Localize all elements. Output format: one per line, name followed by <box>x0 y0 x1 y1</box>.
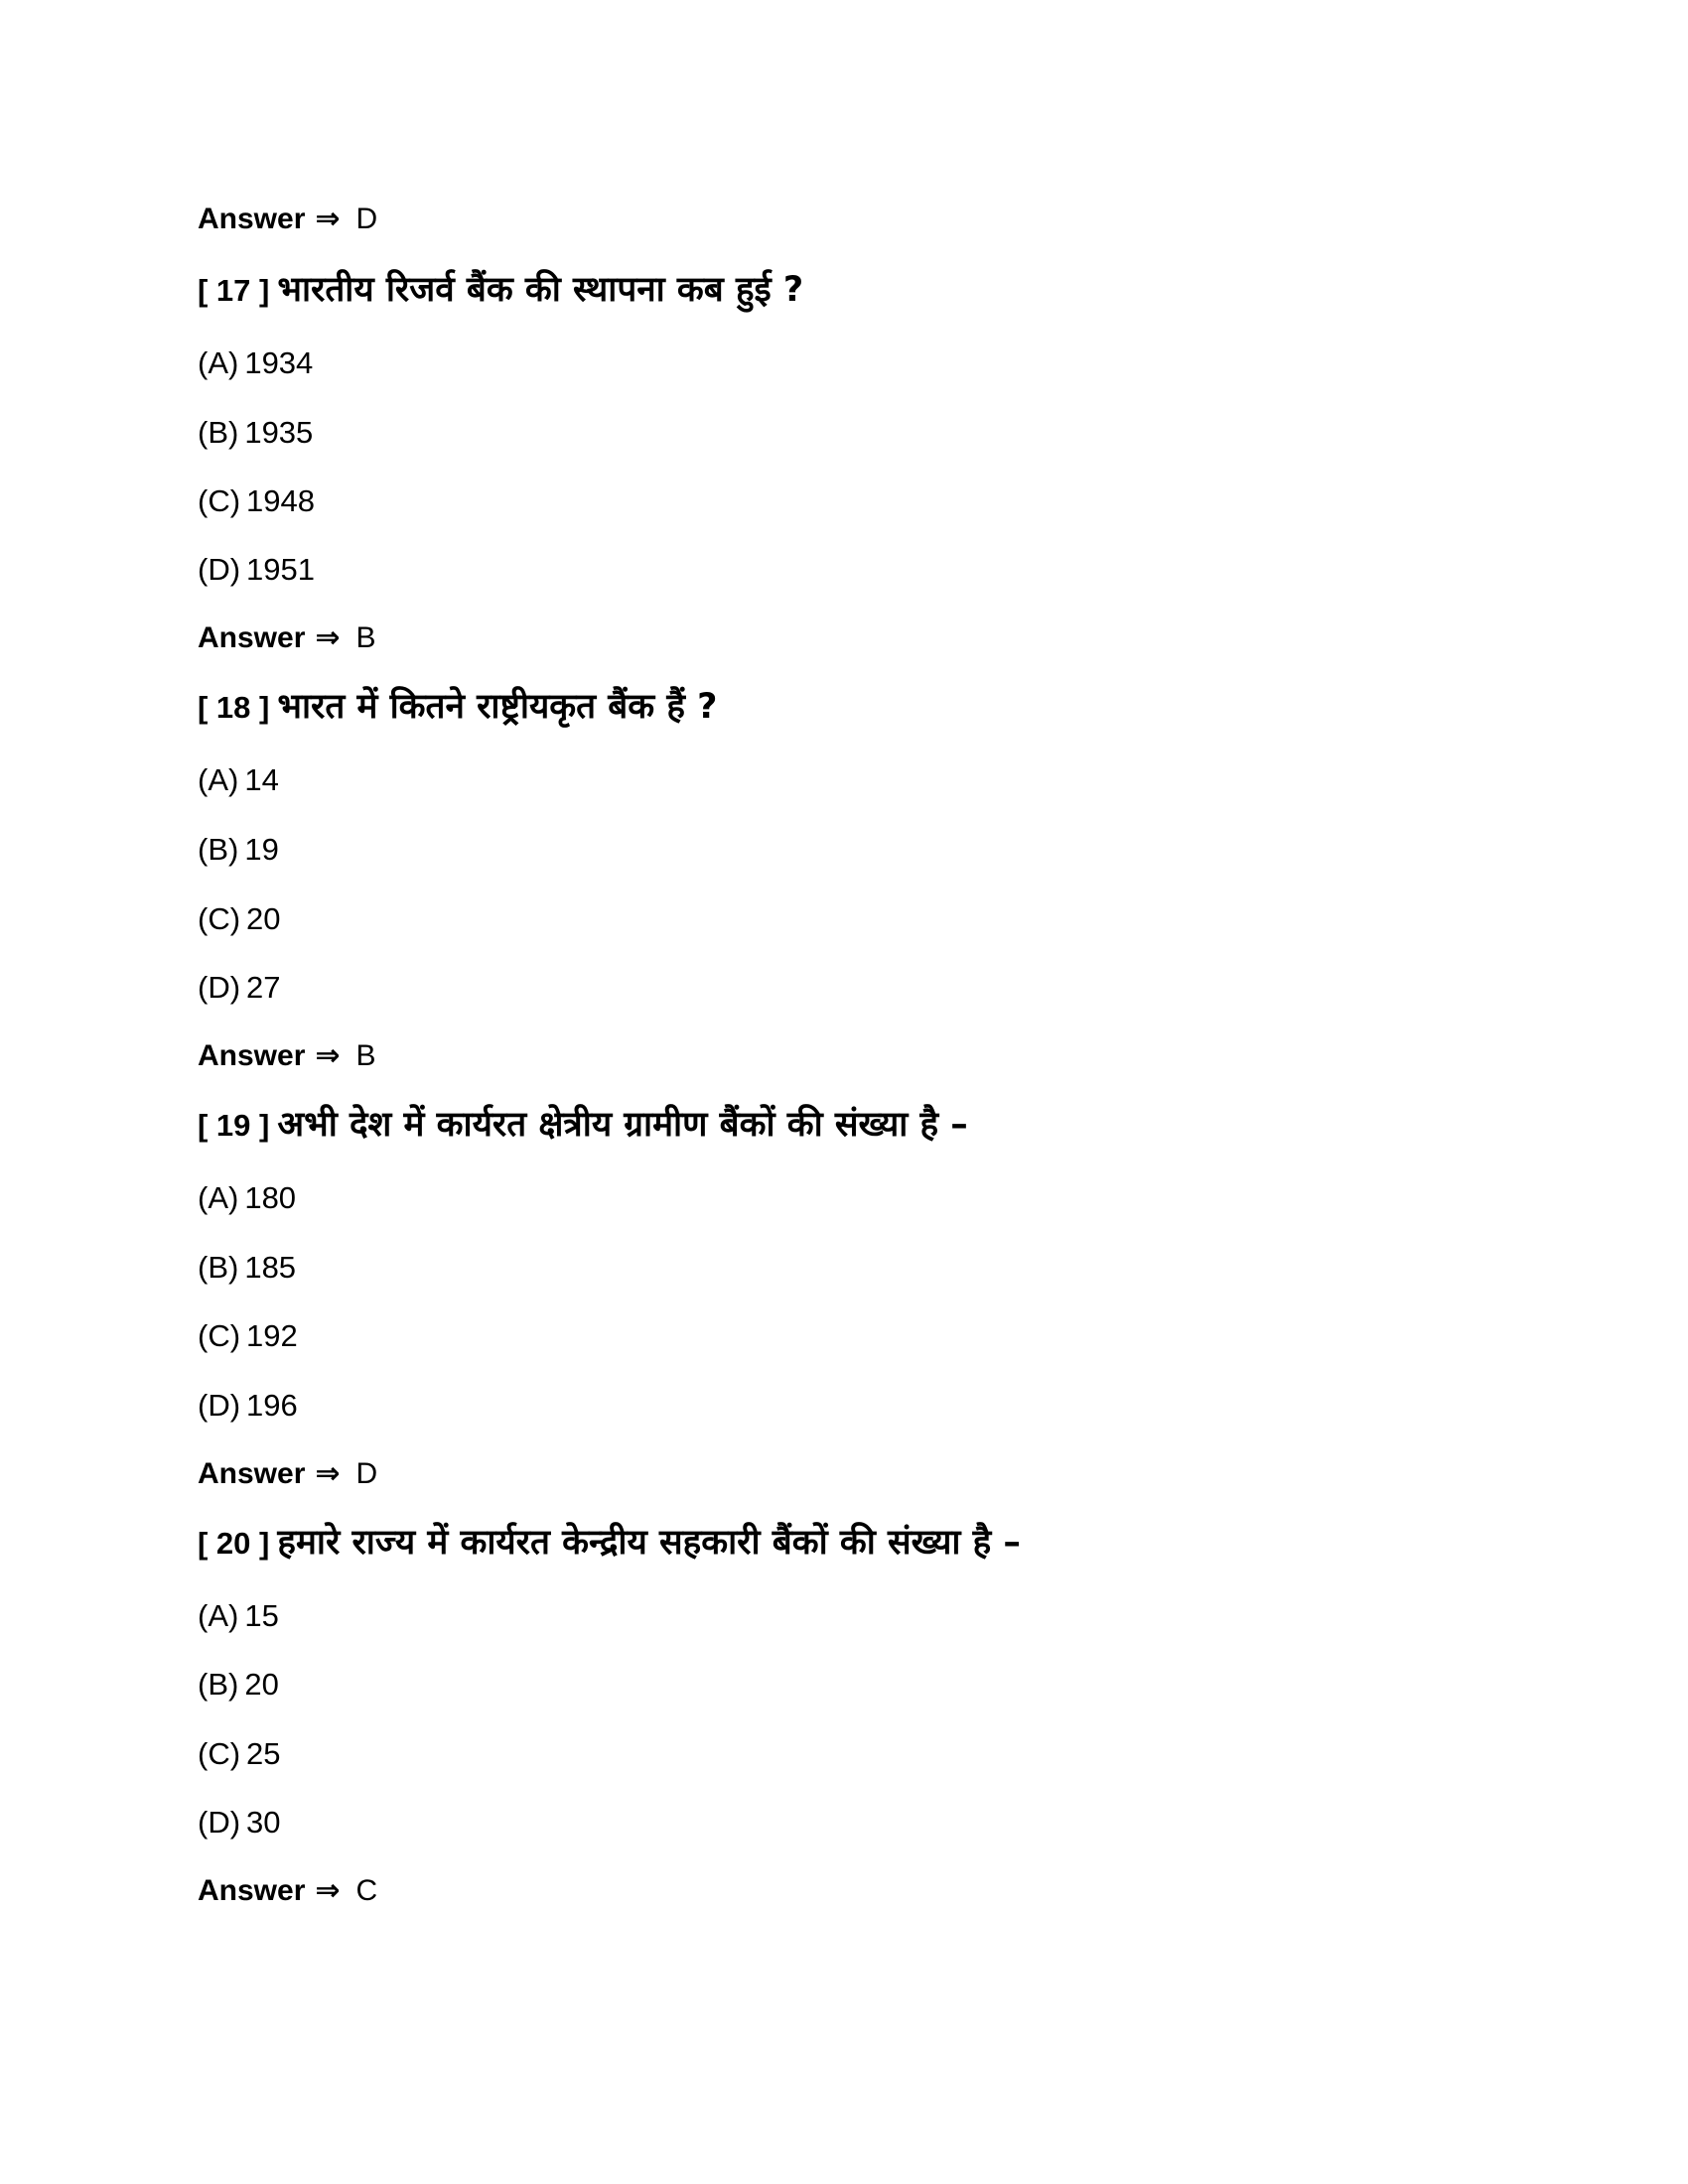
answer-value: C <box>355 1874 378 1907</box>
option-text: 196 <box>246 1388 298 1423</box>
question-text: भारतीय रिजर्व बैंक की स्थापना कब हुई ? <box>277 270 804 310</box>
option-text: 1948 <box>246 483 316 518</box>
option-item <box>198 1390 298 1421</box>
option-item <box>198 485 315 516</box>
answer-arrow-icon: ⇒ <box>315 1456 341 1491</box>
option-item <box>198 1807 281 1838</box>
option-item <box>198 972 281 1003</box>
option-item <box>198 834 279 865</box>
option-text: 14 <box>244 762 279 797</box>
question-number: [ 19 ] <box>198 1108 270 1143</box>
option-text: 20 <box>246 901 281 936</box>
option-text: 1934 <box>244 345 314 380</box>
page-content <box>198 0 1588 2184</box>
question-number: [ 20 ] <box>198 1526 270 1561</box>
question-text: भारत में कितने राष्ट्रीयकृत बैंक हैं ? <box>277 687 718 727</box>
option-letter: (D) <box>198 552 241 587</box>
answer-label: Answer <box>198 1039 306 1072</box>
option-item <box>198 417 313 448</box>
answer-value: D <box>355 1457 378 1490</box>
answer-value: B <box>355 621 376 654</box>
question-heading <box>198 1523 1021 1563</box>
question-number: [ 17 ] <box>198 273 270 308</box>
answer-line <box>198 1038 376 1073</box>
option-letter: (B) <box>198 1250 239 1285</box>
answer-line <box>198 1456 378 1491</box>
option-text: 1935 <box>244 415 314 450</box>
option-text: 192 <box>246 1318 298 1353</box>
option-item <box>198 554 315 585</box>
option-letter: (C) <box>198 483 241 518</box>
answer-label: Answer <box>198 203 306 235</box>
option-letter: (D) <box>198 970 241 1005</box>
answer-arrow-icon: ⇒ <box>315 1873 341 1908</box>
option-text: 180 <box>244 1180 297 1215</box>
answer-arrow-icon: ⇒ <box>315 202 341 236</box>
option-letter: (B) <box>198 415 239 450</box>
option-item <box>198 1600 279 1631</box>
option-letter: (A) <box>198 1180 239 1215</box>
option-item <box>198 1738 281 1769</box>
option-letter: (C) <box>198 1318 241 1353</box>
question-heading <box>198 1105 968 1145</box>
question-heading <box>198 687 718 727</box>
option-item <box>198 1252 296 1283</box>
option-item <box>198 1669 279 1700</box>
answer-value: B <box>355 1039 376 1072</box>
option-letter: (A) <box>198 345 239 380</box>
answer-label: Answer <box>198 1457 306 1490</box>
option-text: 25 <box>246 1736 281 1771</box>
answer-arrow-icon: ⇒ <box>315 620 341 655</box>
option-item <box>198 1320 298 1351</box>
option-text: 185 <box>244 1250 297 1285</box>
question-number: [ 18 ] <box>198 690 270 725</box>
option-text: 20 <box>244 1667 279 1702</box>
option-letter: (C) <box>198 901 241 936</box>
option-letter: (A) <box>198 1598 239 1633</box>
question-text: अभी देश में कार्यरत क्षेत्रीय ग्रामीण बैंकों की संख्या है – <box>277 1105 968 1145</box>
option-text: 15 <box>244 1598 279 1633</box>
option-letter: (B) <box>198 832 239 867</box>
option-item <box>198 764 279 795</box>
answer-label: Answer <box>198 1874 306 1907</box>
option-text: 27 <box>246 970 281 1005</box>
option-letter: (D) <box>198 1805 241 1840</box>
option-item <box>198 347 313 378</box>
answer-value: D <box>355 203 378 235</box>
question-heading <box>198 270 804 310</box>
option-text: 1951 <box>246 552 316 587</box>
option-item <box>198 1182 296 1213</box>
question-text: हमारे राज्य में कार्यरत केन्द्रीय सहकारी बैंकों की संख्या है – <box>277 1523 1021 1563</box>
answer-line <box>198 1873 378 1908</box>
option-text: 30 <box>246 1805 281 1840</box>
option-letter: (B) <box>198 1667 239 1702</box>
answer-line <box>198 620 376 655</box>
answer-line <box>198 202 378 236</box>
option-item <box>198 903 281 934</box>
answer-arrow-icon: ⇒ <box>315 1038 341 1073</box>
option-letter: (A) <box>198 762 239 797</box>
option-letter: (D) <box>198 1388 241 1423</box>
answer-label: Answer <box>198 621 306 654</box>
option-letter: (C) <box>198 1736 241 1771</box>
option-text: 19 <box>244 832 279 867</box>
